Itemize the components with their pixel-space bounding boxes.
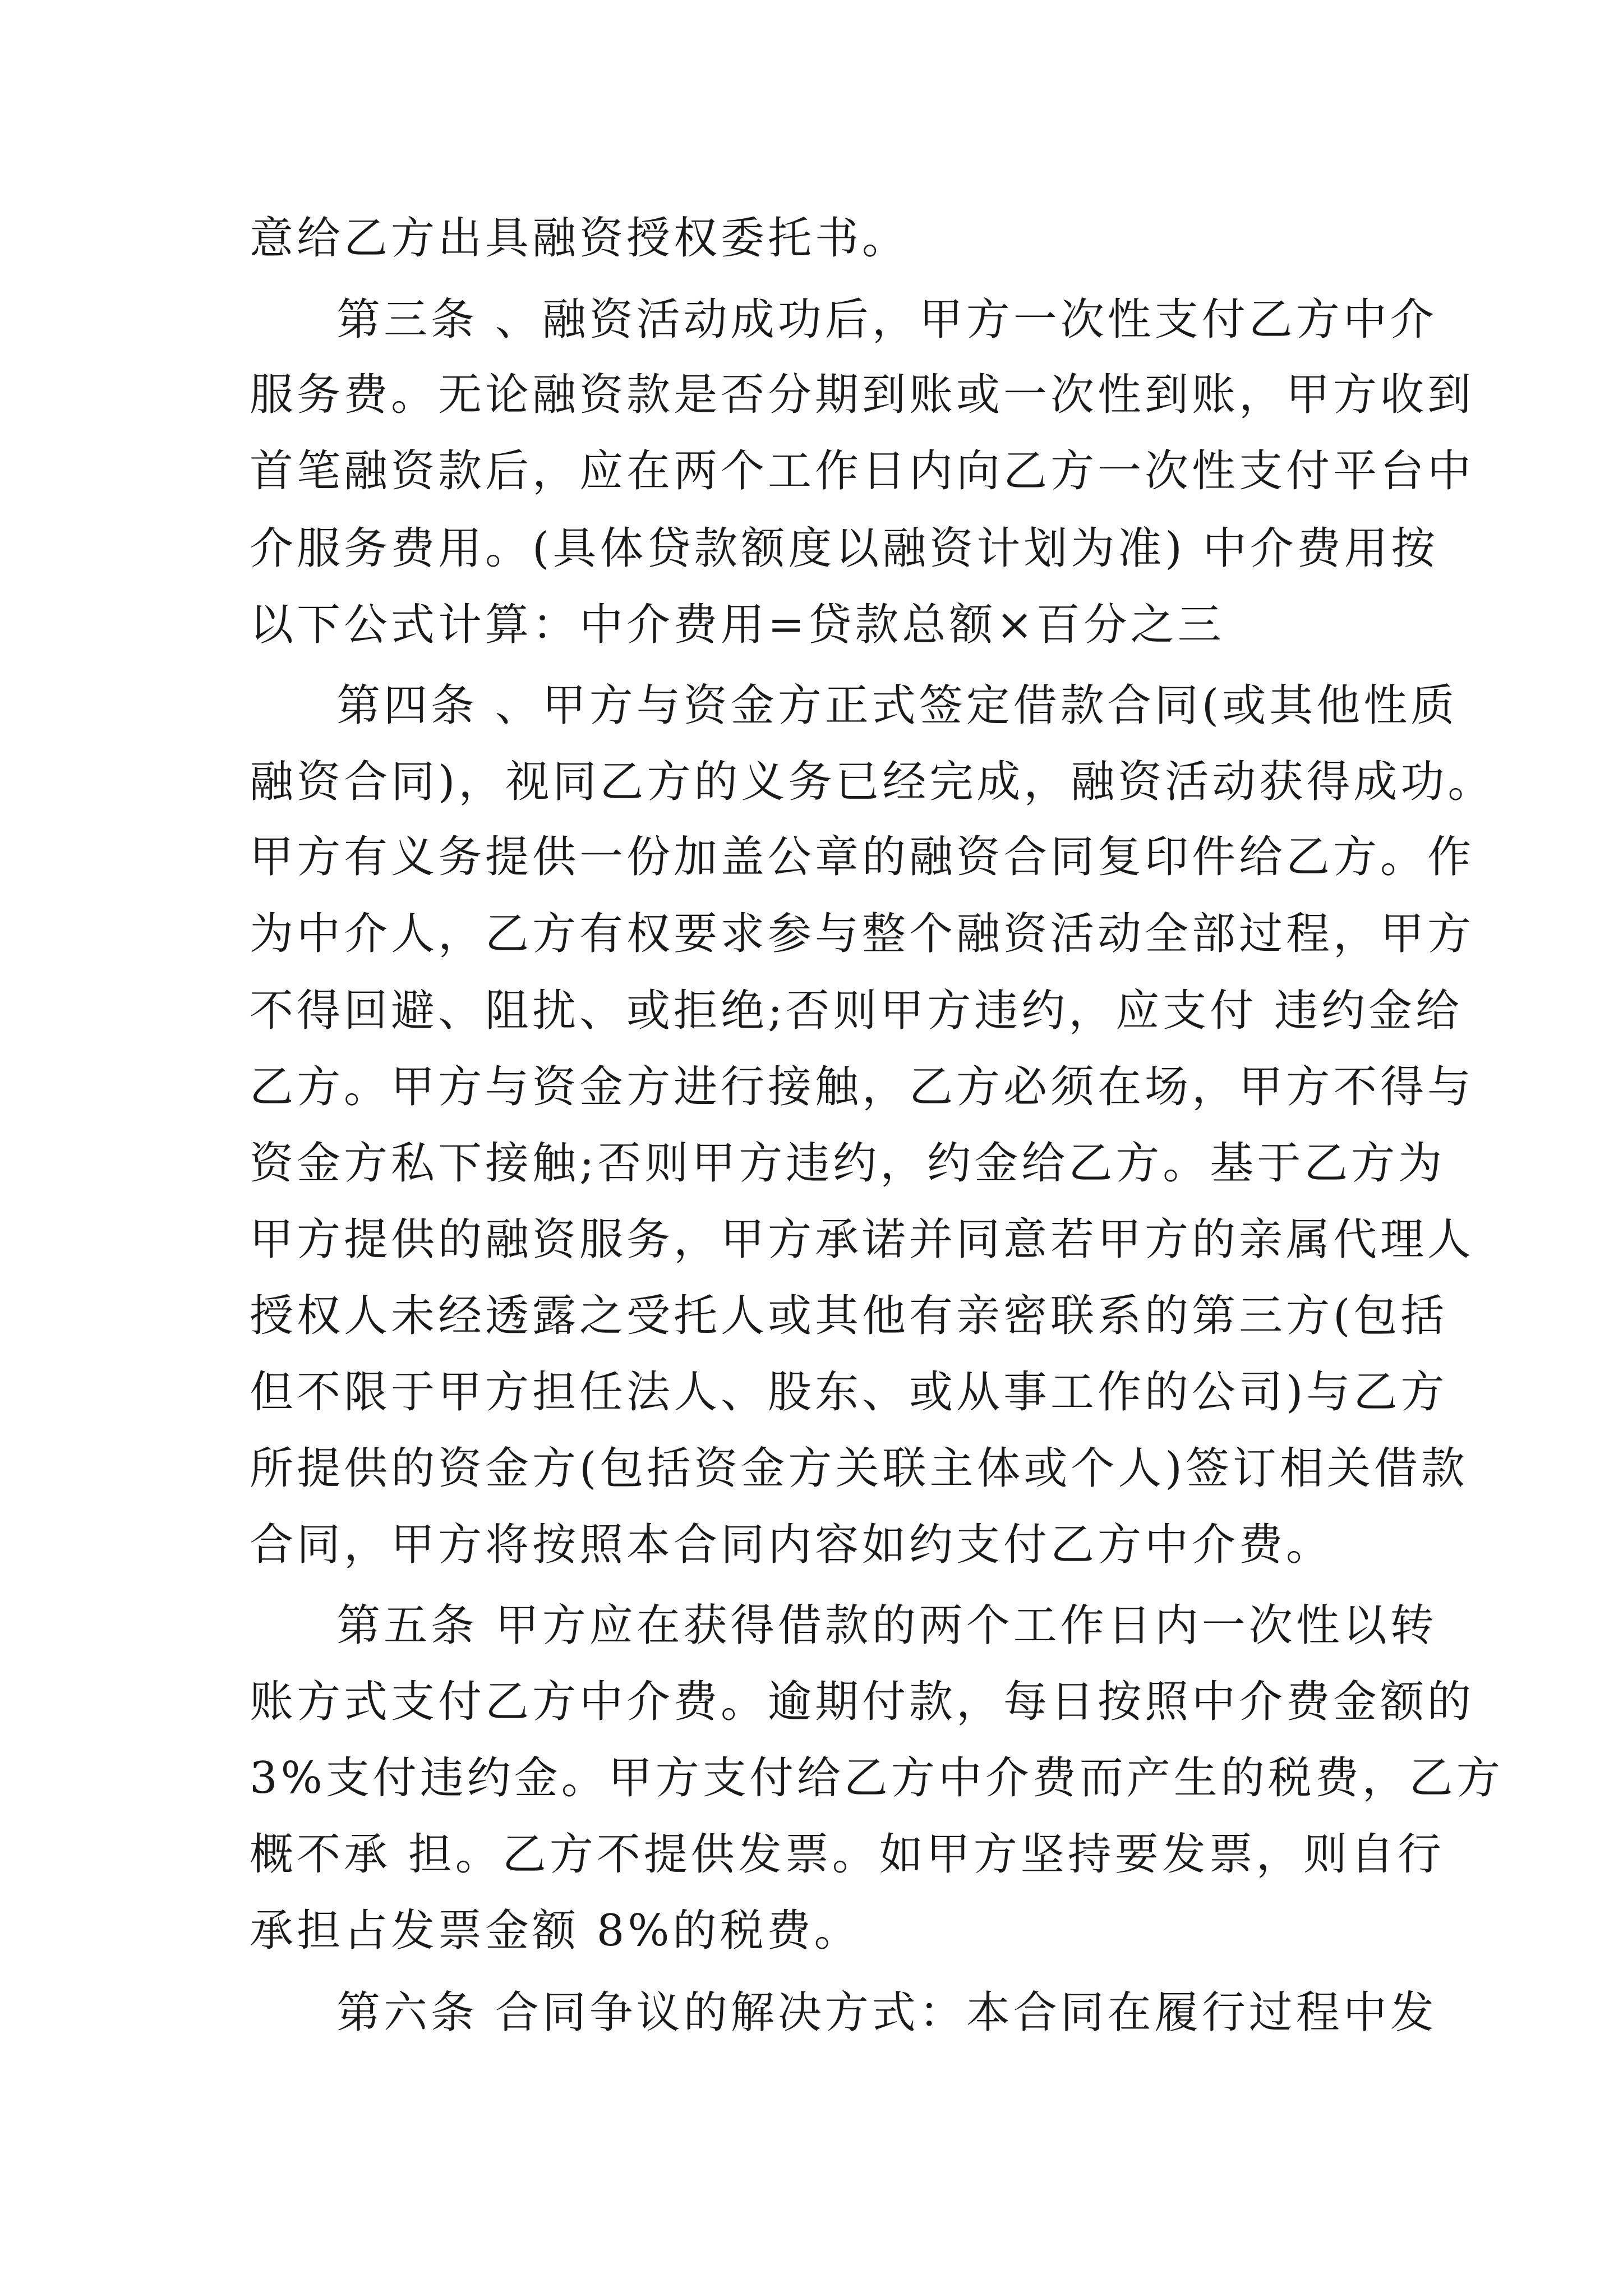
- paragraph-line: 不得回避、阻扰、或拒绝;否则甲方违约，应支付 违约金给: [250, 986, 1463, 1036]
- paragraph-line: 甲方有义务提供一份加盖公章的融资合同复印件给乙方。作: [250, 832, 1475, 882]
- paragraph-line: 但不限于甲方担任法人、股东、或从事工作的公司)与乙方: [250, 1367, 1448, 1418]
- paragraph-line: 以下公式计算：中介费用=贷款总额×百分之三: [250, 600, 1225, 650]
- paragraph-line: 承担占发票金额 8%的税费。: [250, 1906, 861, 1956]
- paragraph-line: 合同，甲方将按照本合同内容如约支付乙方中介费。: [250, 1520, 1334, 1570]
- article-3-heading-line: 第三条 、融资活动成功后，甲方一次性支付乙方中介: [336, 295, 1437, 345]
- paragraph-line: 概不承 担。乙方不提供发票。如甲方坚持要发票，则自行: [250, 1829, 1445, 1880]
- paragraph-line: 意给乙方出具融资授权委托书。: [250, 213, 910, 264]
- paragraph-line: 甲方提供的融资服务，甲方承诺并同意若甲方的亲属代理人: [250, 1214, 1475, 1265]
- paragraph-line: 授权人未经透露之受托人或其他有亲密联系的第三方(包括: [250, 1291, 1448, 1341]
- paragraph-line: 为中介人，乙方有权要求参与整个融资活动全部过程，甲方: [250, 909, 1475, 959]
- article-6-heading-line: 第六条 合同争议的解决方式：本合同在履行过程中发: [336, 1987, 1437, 2038]
- paragraph-line: 乙方。甲方与资金方进行接触，乙方必须在场，甲方不得与: [250, 1062, 1475, 1112]
- paragraph-line: 服务费。无论融资款是否分期到账或一次性到账，甲方收到: [250, 370, 1475, 420]
- paragraph-line: 所提供的资金方(包括资金方关联主体或个人)签订相关借款: [250, 1443, 1468, 1494]
- paragraph-line: 融资合同)，视同乙方的义务已经完成，融资活动获得成功。: [250, 757, 1495, 807]
- paragraph-line: 介服务费用。(具体贷款额度以融资计划为准) 中介费用按: [250, 523, 1438, 574]
- article-5-heading-line: 第五条 甲方应在获得借款的两个工作日内一次性以转: [336, 1600, 1437, 1651]
- paragraph-line: 资金方私下接触;否则甲方违约，约金给乙方。基于乙方为: [250, 1138, 1446, 1189]
- article-4-heading-line: 第四条 、甲方与资金方正式签定借款合同(或其他性质: [336, 680, 1458, 731]
- paragraph-line: 账方式支付乙方中介费。逾期付款，每日按照中介费金额的: [250, 1677, 1475, 1727]
- paragraph-line: 首笔融资款后，应在两个工作日内向乙方一次性支付平台中: [250, 446, 1475, 496]
- paragraph-line: 3%支付违约金。甲方支付给乙方中介费而产生的税费，乙方: [250, 1753, 1504, 1803]
